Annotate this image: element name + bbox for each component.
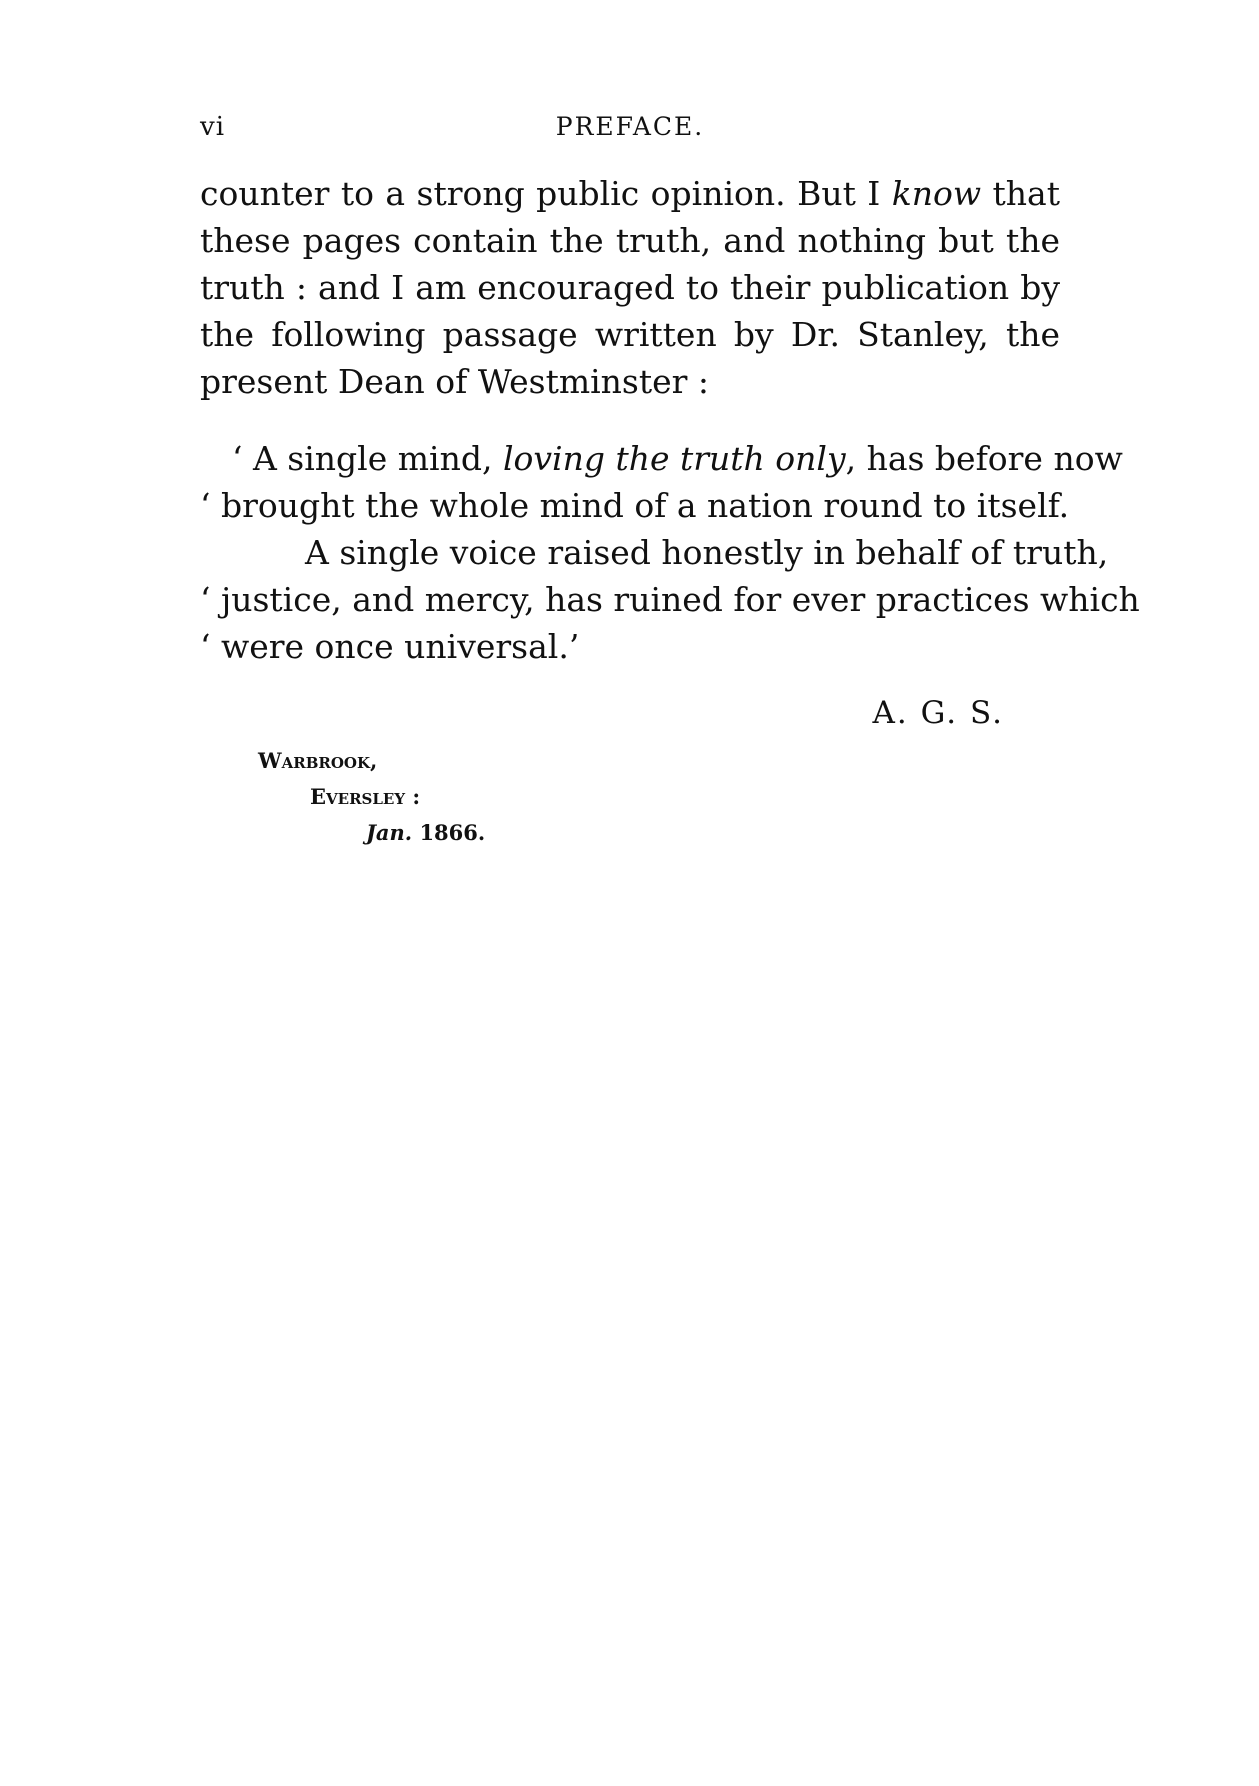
- quote-italic-phrase: loving the truth only: [502, 439, 846, 478]
- dateline-place: Eversley :: [310, 784, 421, 809]
- dateline: [258, 743, 485, 851]
- block-quote: [200, 435, 1140, 670]
- quote-segment: , has before now: [845, 439, 1123, 478]
- author-initials: A. G. S.: [872, 695, 1004, 731]
- paragraph-italic-word: know: [891, 174, 982, 213]
- dateline-year: 1866.: [419, 820, 486, 845]
- quote-line: A single voice raised honestly in behalf of truth,: [305, 533, 1109, 572]
- dateline-date: [258, 815, 485, 851]
- dateline-month: Jan.: [366, 820, 413, 845]
- quote-segment: ‘ A single mind,: [232, 439, 503, 478]
- paragraph-segment: counter to a strong public opinion. But I: [200, 174, 892, 213]
- paragraph-text: [200, 170, 1060, 405]
- quote-line: [200, 435, 1123, 482]
- running-title: PREFACE.: [555, 112, 705, 141]
- quote-line: ‘ were once universal.’: [200, 627, 580, 666]
- quote-line: ‘ justice, and mercy, has ruined for ever practices which: [200, 580, 1140, 619]
- paragraph-segment: that these pages contain the truth, and nothing but the truth : and I am encouraged to their publication by the following passage written by Dr. Stanley, the present Dean of Westminster :: [200, 174, 1060, 401]
- dateline-place: Warbrook,: [258, 748, 378, 773]
- quote-line: ‘ brought the whole mind of a nation round to itself.: [200, 486, 1070, 525]
- body-paragraph: [200, 170, 1060, 405]
- page-header: [200, 112, 1060, 152]
- page-number: vi: [200, 112, 226, 142]
